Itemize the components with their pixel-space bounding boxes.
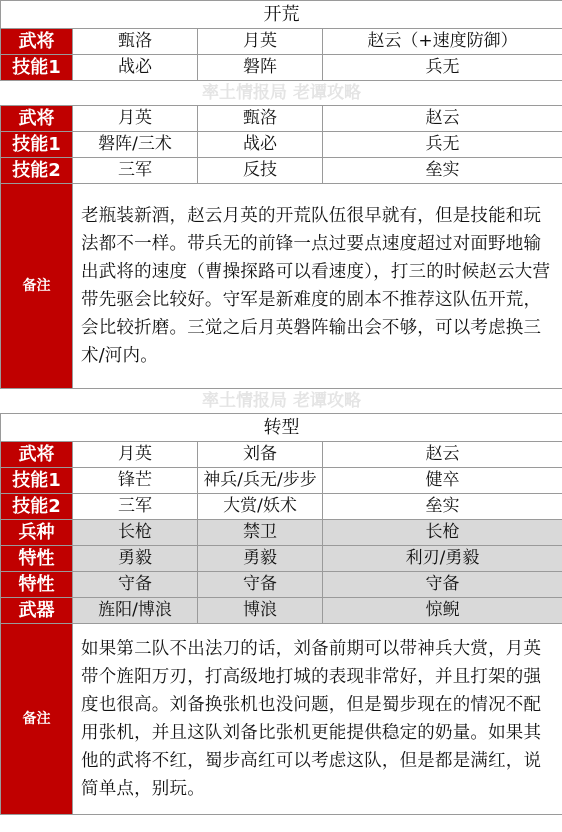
- table-cell: 惊鲵: [323, 598, 562, 624]
- table-cell: 赵云: [323, 442, 562, 468]
- table-cell: 守备: [323, 572, 562, 598]
- row-label: 技能1: [1, 55, 73, 81]
- table-row: [1, 494, 562, 520]
- table-cell: 博浪: [198, 598, 323, 624]
- note-row: [1, 624, 562, 815]
- table-cell: 磐阵/三术: [73, 132, 198, 158]
- table-cell: 磐阵: [198, 55, 323, 81]
- table-cell: 刘备: [198, 442, 323, 468]
- row-label: 技能1: [1, 132, 73, 158]
- section1-title: 开荒: [1, 1, 562, 29]
- table-cell: 垒实: [323, 158, 562, 184]
- note-row: [1, 184, 562, 389]
- row-label: 兵种: [1, 520, 73, 546]
- table-row: [1, 520, 562, 546]
- table-cell: 健卒: [323, 468, 562, 494]
- row-label: 武器: [1, 598, 73, 624]
- row-label: 特性: [1, 572, 73, 598]
- section3-title-row: [1, 414, 562, 442]
- table-row: [1, 572, 562, 598]
- table-cell: 战必: [73, 55, 198, 81]
- table-cell: 月英: [73, 106, 198, 132]
- table-cell: 大赏/妖术: [198, 494, 323, 520]
- note-label: 备注: [1, 184, 73, 389]
- table-cell: 守备: [73, 572, 198, 598]
- table-row: [1, 29, 562, 55]
- row-label: 特性: [1, 546, 73, 572]
- table-cell: 月英: [73, 442, 198, 468]
- row-label: 武将: [1, 442, 73, 468]
- table-row: [1, 106, 562, 132]
- section3-title: 转型: [1, 414, 562, 442]
- row-label: 武将: [1, 29, 73, 55]
- table-cell: 锋芒: [73, 468, 198, 494]
- note-label: 备注: [1, 624, 73, 815]
- table-cell: 反技: [198, 158, 323, 184]
- table-cell: 勇毅: [198, 546, 323, 572]
- row-label: 技能1: [1, 468, 73, 494]
- table-row: [1, 546, 562, 572]
- table-cell: 垒实: [323, 494, 562, 520]
- table-row: [1, 442, 562, 468]
- watermark-text: 率土情报局 老谭攻略: [1, 389, 562, 414]
- watermark-row: [1, 389, 562, 414]
- table-cell: 长枪: [73, 520, 198, 546]
- table-cell: 勇毅: [73, 546, 198, 572]
- table-cell: 三军: [73, 158, 198, 184]
- table-row: [1, 468, 562, 494]
- table-cell: 兵无: [323, 55, 562, 81]
- table-cell: 甄洛: [198, 106, 323, 132]
- row-label: 技能2: [1, 158, 73, 184]
- table-cell: 赵云: [323, 106, 562, 132]
- row-label: 武将: [1, 106, 73, 132]
- table-cell: 三军: [73, 494, 198, 520]
- table-row: [1, 598, 562, 624]
- table-cell: 赵云（+速度防御）: [323, 29, 562, 55]
- table-cell: 兵无: [323, 132, 562, 158]
- table-cell: 战必: [198, 132, 323, 158]
- table-cell: 利刃/勇毅: [323, 546, 562, 572]
- table-cell: 甄洛: [73, 29, 198, 55]
- note-text: 如果第二队不出法刀的话，刘备前期可以带神兵大赏，月英带个旌阳万刃，打高级地打城的表现非常好，并且打架的强度也很高。刘备换张机也没问题，但是蜀步现在的情况不配用张机，并且这队刘备比张机更能提供稳定的奶量。如果其他的武将不红，蜀步高红可以考虑这队，但是都是满红，说简单点，别玩。: [73, 624, 562, 815]
- watermark-row: [1, 81, 562, 106]
- section1-title-row: [1, 1, 562, 29]
- table-row: [1, 132, 562, 158]
- table-cell: 神兵/兵无/步步: [198, 468, 323, 494]
- table-row: [1, 158, 562, 184]
- watermark-text: 率土情报局 老谭攻略: [1, 81, 562, 106]
- note-text: 老瓶装新酒，赵云月英的开荒队伍很早就有，但是技能和玩法都不一样。带兵无的前锋一点过要点速度超过对面野地输出武将的速度（曹操探路可以看速度），打三的时候赵云大营带先驱会比较好。守军是新难度的剧本不推荐这队伍开荒，会比较折磨。三觉之后月英磐阵输出会不够，可以考虑换三术/河内。: [73, 184, 562, 389]
- table-cell: 长枪: [323, 520, 562, 546]
- table-cell: 禁卫: [198, 520, 323, 546]
- table-cell: 旌阳/博浪: [73, 598, 198, 624]
- table-cell: 守备: [198, 572, 323, 598]
- table-cell: 月英: [198, 29, 323, 55]
- table-row: [1, 55, 562, 81]
- row-label: 技能2: [1, 494, 73, 520]
